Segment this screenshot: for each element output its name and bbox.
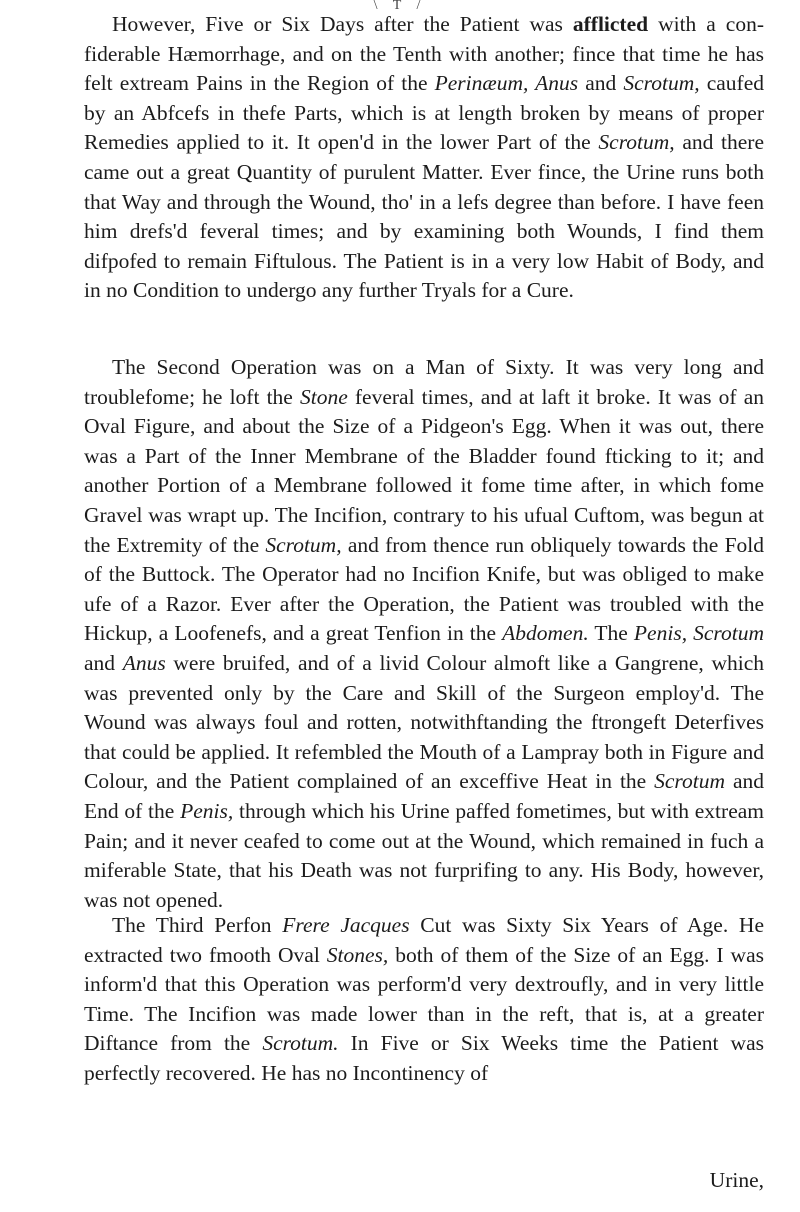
italic-term: Stones, <box>326 942 389 967</box>
text-run: caufed by an Abfcefs in thefe Parts, which is at length broken by means of proper Remedies applied to it. It open'd in the lower Part of the <box>84 71 765 155</box>
text-run: feveral times, and at laft it broke. It was of an Oval Figure, and about the Size of a Pidgeon's Egg. When it was out, there was a Part of the Inner Membrane of the Bladder found fticking to it; and another Portion of a Membrane followed it fome time after, in which fome Gravel was wrapt up. The Incifion, contrary to his ufual Cuftom, was begun at the Extremity of the <box>84 384 764 557</box>
text-run: both of them of the Size of an Egg. I was inform'd that this Operation was perform'd very dextroufly, and in very little Time. The Incifion was made lower than in the reft, that is, at a greater Diftance from the <box>84 942 764 1056</box>
paragraph-second-operation <box>84 353 764 915</box>
page-header-mark: \ T / <box>373 0 427 13</box>
catchword: Urine, <box>709 1168 764 1192</box>
text-run: However, Five or Six Days after the Patient was <box>112 12 573 36</box>
italic-term: Scrotum. <box>262 1031 339 1056</box>
italic-term: Penis, <box>180 798 234 823</box>
italic-term: Scrotum <box>654 769 726 794</box>
paragraph-text <box>84 353 764 915</box>
italic-term: Abdomen. <box>502 621 589 646</box>
italic-term: Penis, Scrotum <box>633 621 765 646</box>
text-run: The <box>588 621 634 646</box>
bold-term: afflicted <box>572 12 649 36</box>
italic-term: Scrotum, <box>265 532 342 557</box>
text-run: The Third Perfon <box>112 913 283 937</box>
text-run: The Second Operation was on a Man of Sixty. It was very long and troublefome; he loft the <box>84 355 764 409</box>
italic-term: Anus <box>122 650 166 675</box>
italic-term: Scrotum, <box>598 130 675 155</box>
text-run: and there came out a great Quantity of purulent Matter. Ever fince, the Urine runs both that Way and through the Wound, tho' in a lefs degree than before. I have feen him drefs'd feveral times; and by examining both Wounds, I find them difpofed to remain Fiftulous. The Patient is in a very low Habit of Body, and in no Condition to undergo any further Tryals for a Cure. <box>84 130 764 303</box>
text-run: and <box>578 71 624 96</box>
text-run: and End of the <box>84 769 764 823</box>
text-run: and <box>84 650 123 675</box>
text-run: In Five or Six Weeks time the Patient was perfectly recovered. He has no Incontinency of <box>84 1031 764 1085</box>
text-run: were bruifed, and of a livid Colour almoft like a Gangrene, which was prevented only by the Care and Skill of the Surgeon employ'd. The Wound was always foul and rotten, notwithftanding the ftrongeft Deterfives that could be applied. It refembled the Mouth of a Lampray both in Figure and Colour, and the Patient complained of an exceffive Heat in the <box>84 650 764 794</box>
paragraph-text <box>84 911 764 1089</box>
paragraph-first <box>84 10 764 306</box>
paragraph-text <box>84 10 764 306</box>
text-run: Cut was Sixty Six Years of Age. He extracted two fmooth Oval <box>84 913 764 967</box>
text-run: through which his Urine paffed fometimes, but with extream Pain; and it never ceafed to come out at the Wound, which remained in fuch a miferable State, that his Death was not furprifing to any. His Body, however, was not opened. <box>84 798 765 912</box>
italic-term: Frere Jacques <box>282 913 410 937</box>
paragraph-third-operation <box>84 911 764 1089</box>
italic-term: Perinæum, Anus <box>434 71 579 96</box>
italic-term: Scrotum, <box>623 71 700 96</box>
italic-term: Stone <box>299 384 348 409</box>
text-run: and from thence run obliquely towards the Fold of the Buttock. The Operator had no Incifion Knife, but was obliged to make ufe of a Razor. Ever after the Operation, the Patient was troubled with the Hickup, a Loofenefs, and a great Tenfion in the <box>84 532 765 646</box>
text-run: with a confiderable Hæmorrhage, and on the Tenth with another; fince that time he has felt extream Pains in the Region of the <box>84 12 764 96</box>
